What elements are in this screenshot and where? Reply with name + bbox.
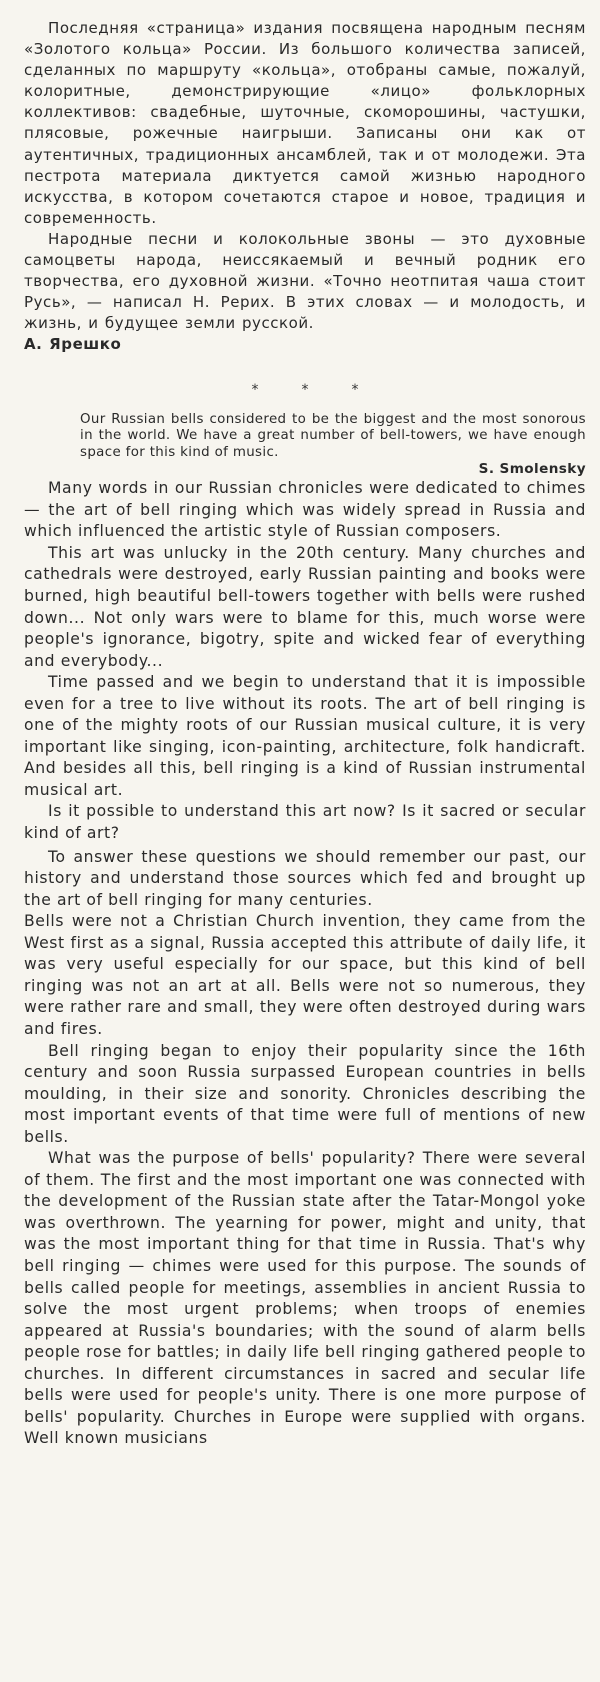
en-paragraph-5: To answer these questions we should remember our past, our history and understand those sources which fed and brought up the art of bell ringing for many centuries. [24,847,586,909]
ru-paragraph-1: Последняя «страница» издания посвящена народным песням «Золотого кольца» России. Из большого количества записей, сделанных по маршруту «кольца», отобраны самые, пожалуй, колоритные, демонстрирующие «лицо» фольклорных коллективов: свадебные, шуточные, скоморошины, частушки, плясовые, рожечные наигрыши. Записаны они как от аутентичных, традиционных ансамблей, так и от молодежи. Эта пестрота материала диктуется самой жизнью народного искусства, в котором сочетаются старое и новое, традиция и современность. [24,19,586,227]
english-article [24,478,586,1450]
russian-afterword [24,18,586,356]
en-paragraph-1: Many words in our Russian chronicles were dedicated to chimes — the art of bell ringing which was widely spread in Russia and which influenced the artistic style of Russian composers. [24,479,586,541]
epigraph-signature: S. Smolensky [478,461,586,478]
separator-star: * [301,381,309,398]
epigraph-text: Our Russian bells considered to be the biggest and the most sonorous in the world. We have a great number of bell-towers, we have enough space for this kind of music. [80,411,586,460]
en-paragraph-2: This art was unlucky in the 20th century. Many churches and cathedrals were destroyed, early Russian painting and books were burned, high beautiful bell-towers together with bells were rushed down... Not only wars were to blame for this, much worse were people's ignorance, bigotry, spite and wicked fear of everything and everybody... [24,543,586,670]
ru-paragraph-2: Народные песни и колокольные звоны — это духовные самоцветы народа, неиссякаемый и вечный родник его творчества, его духовной жизни. «Точно неотпитая чаша стоит Русь», — написал Н. Рерих. В этих словах — и молодость, и жизнь, и будущее земли русской. [24,229,586,333]
en-paragraph-7: Bell ringing began to enjoy their popularity since the 16th century and soon Russia surpassed European countries in bells moulding, in their size and sonority. Chronicles describing the most important events of that time were full of mentions of new bells. [24,1041,586,1146]
ru-signature: А. Ярешко [24,335,122,354]
epigraph [80,412,586,479]
en-paragraph-3: Time passed and we begin to understand that it is impossible even for a tree to live without its roots. The art of bell ringing is one of the mighty roots of our Russian musical culture, it is very important like singing, icon-painting, architecture, folk handicraft. And besides all this, bell ringing is a kind of Russian instrumental musical art. [24,673,586,799]
separator-star: * [251,381,259,398]
section-separator [24,382,586,398]
en-paragraph-4: Is it possible to understand this art now? Is it sacred or secular kind of art? [24,802,586,843]
separator-star: * [351,381,359,398]
en-paragraph-6: Bells were not a Christian Church invention, they came from the West first as a signal, Russia accepted this attribute of daily life, it was very useful especially for our space, but this kind of bell ringing was not an art at all. Bells were not so numerous, they were rather rare and small, they were often destroyed during wars and fires. [24,912,586,1038]
document-page [24,18,586,1450]
en-paragraph-8: What was the purpose of bells' popularity? There were several of them. The first and the most important one was connected with the development of the Russian state after the Tatar-Mongol yoke was overthrown. The yearning for power, might and unity, that was the most important thing for that time in Russia. That's why bell ringing — chimes were used for this purpose. The sounds of bells called people for meetings, assemblies in ancient Russia to solve the most urgent problems; when troops of enemies appeared at Russia's boundaries; with the sound of alarm bells people rose for battles; in daily life bell ringing gathered people to churches. In different circumstances in sacred and secular life bells were used for people's unity. There is one more purpose of bells' popularity. Churches in Europe were supplied with organs. Well known musicians [24,1149,586,1448]
